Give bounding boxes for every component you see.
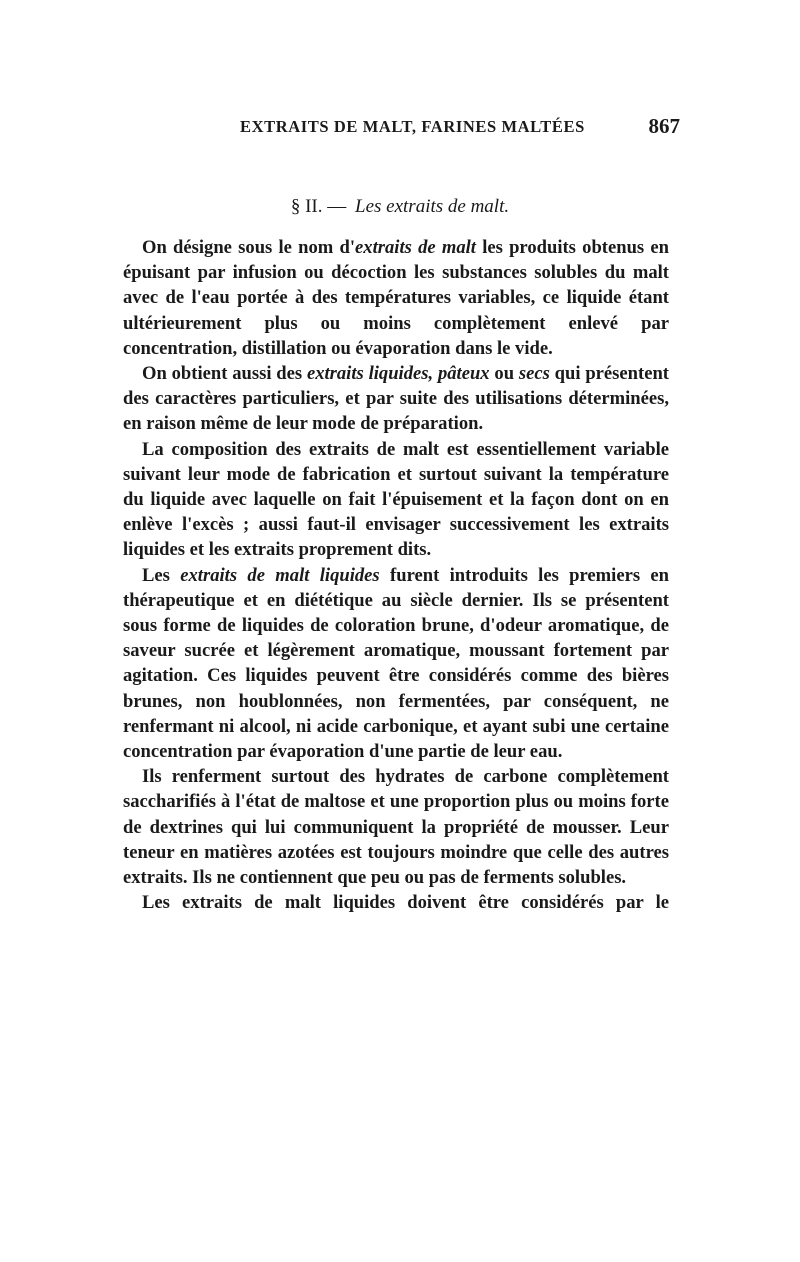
text-run: On désigne sous le nom d' [142,237,356,258]
text-run: Ils renferment surtout des hydrates de carbone complètement saccharifiés à l'état de maltose et une proportion plus ou moins forte de dextrines qui lui communiquent la propriété de mousser. Leur teneur en matières azotées est toujours moindre que celle des autres extraits. Ils ne contiennent que peu ou pas de ferments solubles. [123,766,669,889]
italic-term: extraits de malt liquides [180,564,380,586]
section-number: § II. — [290,196,347,217]
section-heading [0,196,800,218]
text-run: La composition des extraits de malt est essentiellement variable suivant leur mode de fabrication et surtout suivant la température du liquide avec laquelle on fait l'épuisement et la façon dont on en enlève l'excès ; aussi faut-il envisager successivement les extraits liquides et les extraits proprement dits. [123,438,669,561]
running-title: EXTRAITS DE MALT, FARINES MALTÉES [240,117,585,136]
italic-term: extraits de malt [355,237,476,258]
text-run: Les [142,564,181,586]
text-run: qui présentent des caractères particuliers, et par suite des utilisations déterminées, en raison même de leur mode de préparation. [123,363,669,435]
text-run: furent introduits les premiers en thérapeutique et en diététique au siècle dernier. Ils se présentent sous forme de liquides de coloration brune, d'odeur aromatique, de saveur sucrée et légèrement aromatique, moussant fortement par agitation. Ces liquides peuvent être considérés comme des bières brunes, non houblonnées, non fermentées, par conséquent, ne renfermant ni alcool, ni acide carbonique, et ayant subi une certaine concentration par évaporation d'une partie de leur eau. [123,564,670,763]
italic-term: secs [518,363,550,385]
text-run: ou [489,363,519,385]
page-number: 867 [648,114,680,138]
paragraph [123,437,669,563]
section-title: Les extraits de malt. [355,196,510,217]
body-text [123,235,669,915]
running-head [120,114,680,141]
paragraph [123,764,669,890]
paragraph [123,890,669,915]
paragraph [123,361,669,437]
text-run: les produits obtenus en épuisant par infusion ou décoction les substances solubles du malt avec de l'eau portée à des températures variables, ce liquide étant ultérieurement plus ou moins complètement enlevé par concentration, distillation ou évaporation dans le vide. [123,237,669,359]
paragraph [123,563,669,765]
italic-term: extraits liquides, pâteux [306,363,490,385]
text-run: Les extraits de malt liquides doivent être considérés par le [142,892,669,914]
paragraph [123,235,669,361]
text-run: On obtient aussi des [142,363,307,385]
